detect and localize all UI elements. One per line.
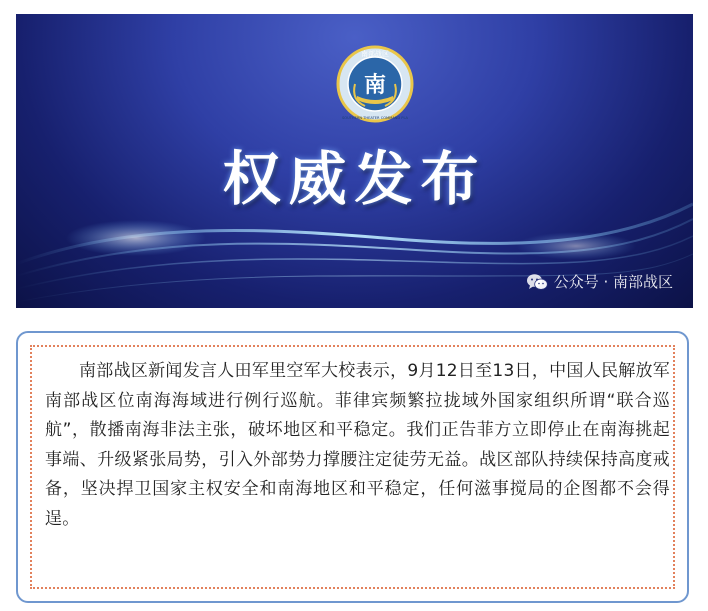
southern-theater-emblem xyxy=(335,44,415,124)
article-dotted-border xyxy=(30,345,675,589)
article-frame xyxy=(16,331,689,603)
emblem-center-glyph: 南 xyxy=(363,72,387,98)
emblem-bottom-text: SOUTHERN THEATER COMMAND PLA xyxy=(342,116,408,120)
authoritative-release-banner xyxy=(16,14,693,308)
account-watermark xyxy=(526,271,673,292)
banner-title: 权威发布 xyxy=(222,145,487,213)
article-paragraph: 南部战区新闻发言人田军里空军大校表示，9月12日至13日，中国人民解放军南部战区位南海海域进行例行巡航。菲律宾频繁拉拢域外国家组织所谓“联合巡航”，散播南海非法主张，破坏地区和平稳定。我们正告菲方立即停止在南海挑起事端、升级紧张局势，引入外部势力撑腰注定徒劳无益。战区部队持续保持高度戒备，坚决捍卫国家主权安全和南海地区和平稳定，任何滋事搅局的企图都不会得逞。 xyxy=(45,361,670,529)
emblem-arc-text: 南部战区 xyxy=(361,50,389,58)
wechat-icon xyxy=(526,273,548,291)
watermark-text: 公众号 · 南部战区 xyxy=(553,273,673,291)
